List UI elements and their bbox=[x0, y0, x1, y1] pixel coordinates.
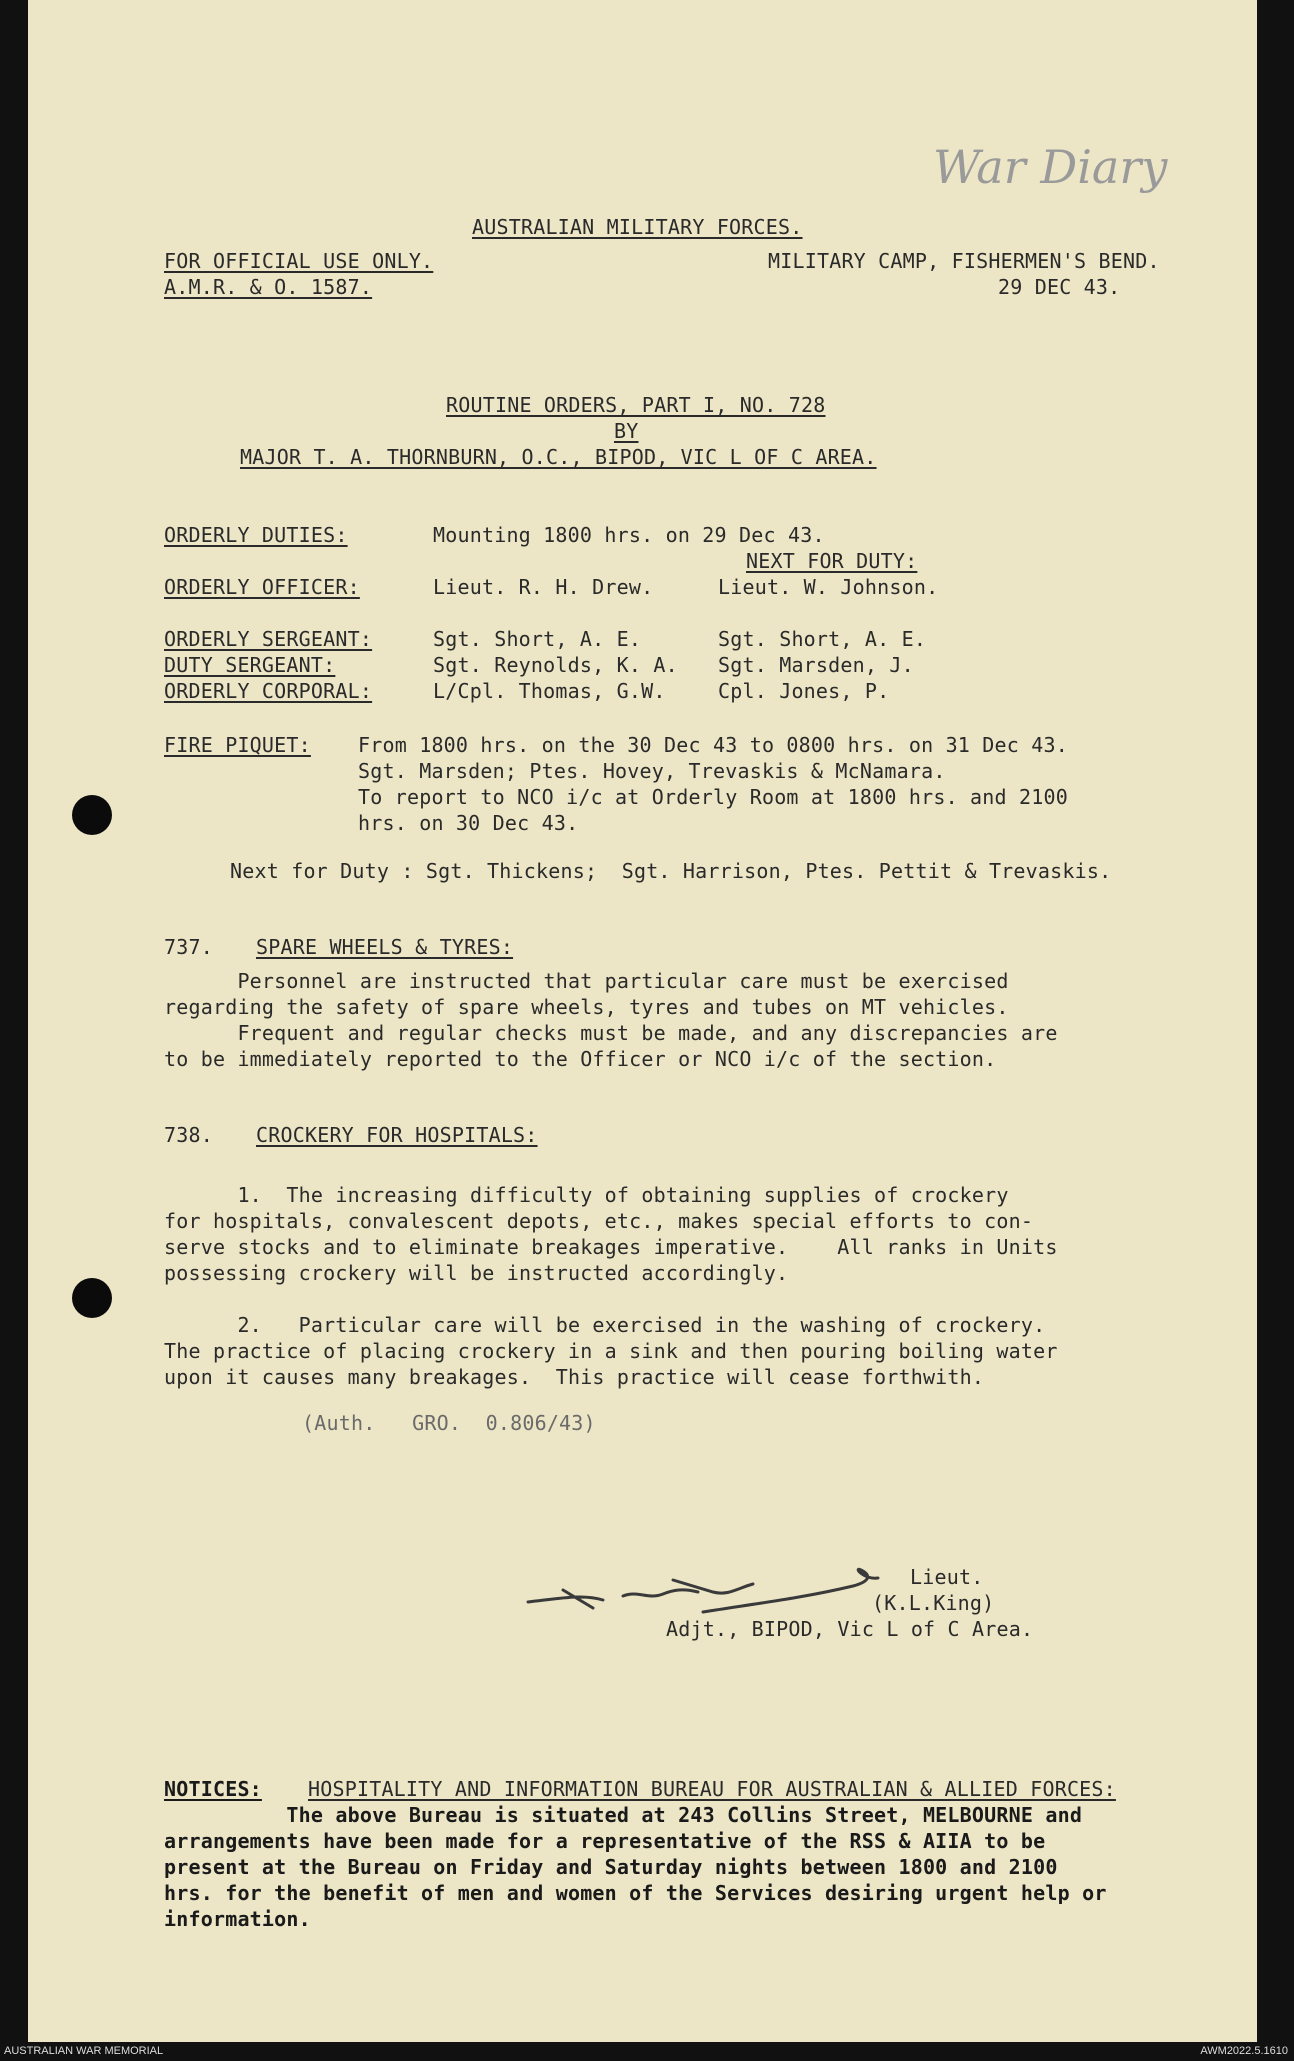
orderly-duties-label: ORDERLY DUTIES: bbox=[164, 523, 348, 547]
duty-current: Sgt. Short, A. E. bbox=[433, 627, 642, 651]
signature-rank: Lieut. bbox=[910, 1565, 984, 1589]
duty-label: DUTY SERGEANT: bbox=[164, 653, 336, 677]
order-738-number: 738. bbox=[164, 1123, 213, 1147]
signature-appointment: Adjt., BIPOD, Vic L of C Area. bbox=[666, 1617, 1034, 1641]
fire-piquet-line: hrs. on 30 Dec 43. bbox=[358, 811, 579, 835]
order-737-number: 737. bbox=[164, 935, 213, 959]
duty-current: Lieut. R. H. Drew. bbox=[433, 575, 654, 599]
duty-label: ORDERLY OFFICER: bbox=[164, 575, 360, 599]
fire-piquet-label: FIRE PIQUET: bbox=[164, 733, 311, 757]
duty-next: Cpl. Jones, P. bbox=[718, 679, 890, 703]
notices-line: present at the Bureau on Friday and Saturday nights between 1800 and 2100 bbox=[164, 1855, 1058, 1879]
order-738-para1-line: for hospitals, convalescent depots, etc., makes special efforts to con- bbox=[164, 1209, 1034, 1233]
orders-authority: MAJOR T. A. THORNBURN, O.C., BIPOD, VIC L OF C AREA. bbox=[240, 445, 877, 469]
order-738-para1-line: possessing crockery will be instructed accordingly. bbox=[164, 1261, 789, 1285]
next-for-duty-header: NEXT FOR DUTY: bbox=[746, 549, 918, 573]
amr-reference: A.M.R. & O. 1587. bbox=[164, 275, 373, 299]
footer-accession: AWM2022.5.1610 bbox=[1200, 2045, 1288, 2057]
duty-next: Sgt. Short, A. E. bbox=[718, 627, 927, 651]
header-date: 29 DEC 43. bbox=[998, 275, 1121, 299]
duty-current: L/Cpl. Thomas, G.W. bbox=[433, 679, 666, 703]
notices-label: NOTICES: bbox=[164, 1777, 262, 1801]
authority-reference: (Auth. GRO. 0.806/43) bbox=[302, 1411, 596, 1435]
mounting-time: Mounting 1800 hrs. on 29 Dec 43. bbox=[433, 523, 825, 547]
order-737-line: regarding the safety of spare wheels, tyres and tubes on MT vehicles. bbox=[164, 995, 1009, 1019]
duty-label: ORDERLY SERGEANT: bbox=[164, 627, 373, 651]
official-use-label: FOR OFFICIAL USE ONLY. bbox=[164, 249, 434, 273]
order-738-para1-line: 1. The increasing difficulty of obtaining supplies of crockery bbox=[164, 1183, 1009, 1207]
order-737-line: to be immediately reported to the Officer or NCO i/c of the section. bbox=[164, 1047, 997, 1071]
header-title: AUSTRALIAN MILITARY FORCES. bbox=[472, 215, 803, 239]
orders-by: BY bbox=[614, 419, 639, 443]
order-737-line: Frequent and regular checks must be made, and any discrepancies are bbox=[164, 1021, 1058, 1045]
document-page bbox=[28, 0, 1257, 2042]
order-738-title: CROCKERY FOR HOSPITALS: bbox=[256, 1123, 538, 1147]
notices-line: The above Bureau is situated at 243 Collins Street, MELBOURNE and bbox=[164, 1803, 1083, 1827]
notices-line: arrangements have been made for a representative of the RSS & AIIA to be bbox=[164, 1829, 1046, 1853]
duty-next: Lieut. W. Johnson. bbox=[718, 575, 939, 599]
duty-label: ORDERLY CORPORAL: bbox=[164, 679, 373, 703]
order-738-para2-line: upon it causes many breakages. This practice will cease forthwith. bbox=[164, 1365, 985, 1389]
order-738-para1-line: serve stocks and to eliminate breakages imperative. All ranks in Units bbox=[164, 1235, 1058, 1259]
punch-hole bbox=[72, 1278, 112, 1318]
order-737-title: SPARE WHEELS & TYRES: bbox=[256, 935, 514, 959]
duty-current: Sgt. Reynolds, K. A. bbox=[433, 653, 678, 677]
notices-title: HOSPITALITY AND INFORMATION BUREAU FOR AUSTRALIAN & ALLIED FORCES: bbox=[308, 1777, 1116, 1801]
fire-piquet-next: Next for Duty : Sgt. Thickens; Sgt. Harrison, Ptes. Pettit & Trevaskis. bbox=[230, 859, 1112, 883]
camp-location: MILITARY CAMP, FISHERMEN'S BEND. bbox=[768, 249, 1160, 273]
war-diary-annotation: War Diary bbox=[933, 140, 1168, 194]
order-737-line: Personnel are instructed that particular care must be exercised bbox=[164, 969, 1009, 993]
fire-piquet-line: Sgt. Marsden; Ptes. Hovey, Trevaskis & McNamara. bbox=[358, 759, 946, 783]
fire-piquet-line: To report to NCO i/c at Orderly Room at 1800 hrs. and 2100 bbox=[358, 785, 1068, 809]
duty-next: Sgt. Marsden, J. bbox=[718, 653, 914, 677]
notices-line: hrs. for the benefit of men and women of the Services desiring urgent help or bbox=[164, 1881, 1107, 1905]
orders-title: ROUTINE ORDERS, PART I, NO. 728 bbox=[446, 393, 826, 417]
order-738-para2-line: The practice of placing crockery in a sink and then pouring boiling water bbox=[164, 1339, 1058, 1363]
fire-piquet-line: From 1800 hrs. on the 30 Dec 43 to 0800 hrs. on 31 Dec 43. bbox=[358, 733, 1068, 757]
footer-source: AUSTRALIAN WAR MEMORIAL bbox=[4, 2045, 164, 2057]
punch-hole bbox=[72, 795, 112, 835]
order-738-para2-line: 2. Particular care will be exercised in the washing of crockery. bbox=[164, 1313, 1046, 1337]
signature-name: (K.L.King) bbox=[872, 1591, 995, 1615]
notices-line: information. bbox=[164, 1907, 311, 1931]
